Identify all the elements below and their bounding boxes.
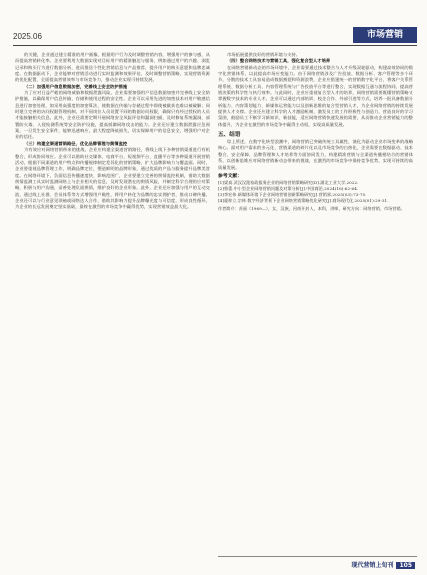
body-paragraph: 为了应对日益严峻的网络威胁和数据泄露风险，企业需要加强用户信息数据加密并完善线上安全防护措施，以确保用户信息传输、存储和使用过程的安全性。企业可以采用先进的加密技术对用户敏感信息进行加密处理，如采用高强度的加密算法，使数据在传输与存储过程中即使被截获也难以被破解；同时建立完善的访问权限管理机制，对不同岗位人员设置不同的数据访问权限，确保只有经过授权的人员才能接触相关信息。此外，企业还需要定期开展网络安全风险评估和漏洞扫描，及时修复系统漏洞，部署防火墙、入侵检测系统等安全防护设施，提高抵御网络攻击的能力。企业还应建立数据泄露应急预案，一旦发生安全事件，能够迅速响应，最大程度降低损失，切实保障用户的信息安全，增强用户对企业的信任。 [15, 91, 210, 141]
reference-item: [3]李宏伟.新媒体环境下企业网络营销创新策略研究[J].营销界,2025(03):73-75. [218, 192, 367, 198]
references-title: 参考文献： [218, 173, 243, 179]
subsection-heading: （二）加强用户信息数据加密，完善线上安全防护措施 [24, 84, 128, 90]
subsection-heading: （三）构建全渠道营销路径，优化品牌管理与舆情监控 [24, 141, 128, 147]
body-paragraph: 为有效应对网络营销带来的挑战，企业应构建全渠道营销路径，将线上线下多种营销渠道进行有机整合，形成协同效应。企业可以借助社交媒体、电商平台、短视频平台、直播平台等多种渠道开展营销活动，根据不同渠道的用户特点和传播规律制定差异化的营销策略，扩大品牌影响力与覆盖面。同时，企业要重视品牌管理工作，明确品牌定位，塑造鲜明的品牌形象，通过优质的产品与服务提升品牌美誉度。在网络环境下，负面信息传播速度快、影响范围广，企业要建立完善的舆情监控机制，借助大数据舆情监测工具实时监测网络上与企业相关的信息，及时发现潜在的舆情风险，并制定科学合理的应对策略，积极与用户沟通，妥善处理负面舆情，维护良好的企业形象。此外，企业还应加强与用户的互动交流，通过线上社群、会员体系等方式增强用户黏性，将用户转化为品牌的忠实拥护者，推动口碑传播。企业还可以与行业意见领袖或网络达人合作，借助其影响力提升品牌曝光度与可信度，形成良性循环，为企业的长远发展奠定坚实基础，最终在激烈的市场竞争中赢得优势，实现营销效益最大化。 [15, 148, 210, 211]
footer-divider [218, 556, 417, 557]
body-paragraph: 的关键，企业通过建立精准的用户画像，根据用户行为及时调整营销内容，增强用户的参与感，从而提高营销转化率。企业要利用大数据实现对目标用户的精准触达与服务，例如通过用户的兴趣、浏览记录和购买行为进行数据分析，进而推送个性化营销信息与产品推荐，提升用户的购买意愿和品牌忠诚度。在数据驱动下，企业能够对营销活动进行实时监测和效果评估，及时调整营销策略，实现营销资源的优化配置，全面提高营销效率与市场竞争力，推动企业实现可持续发展。 [15, 53, 210, 84]
right-column [218, 53, 413, 212]
body-paragraph: 综上所述，在数字化转型浪潮中，网络营销已突破传统工具属性，演化为驱动企业市场变革的战略核心。面对用户需求的多元化、营销渠道的碎片化以及市场竞争的白热化，企业需要在数据驱动、技术整合、安全保障、品牌管理和人才培养等方面协同发力，构建精准营销与全渠道传播相结合的营销体系，以创新思维应对网络营销新动态带来的挑战，在激烈的市场竞争中保持竞争优势，实现可持续的高质量发展。 [218, 140, 413, 171]
issue-date: 2025.06 [13, 32, 42, 41]
reference-item: [2]鲁蕾.中小型企业网络营销问题及对策分析[J].中国商论,2024(16):62-64. [218, 185, 359, 191]
journal-name: 现代营销上旬刊 [351, 562, 394, 569]
section-heading-conclusion: 五、结语 [218, 132, 241, 139]
reference-item: [1]梁真.武汉汉派家政服务企业的网络营销策略研究[D].湖北工业大学,2022. [218, 179, 359, 185]
body-paragraph: 市场拓展提供良好的营销环境与支持。 [227, 53, 301, 58]
body-paragraph: 在网络营销新动态的市场环境中，企业需要通过技术整合与人才升级双轮驱动，构建高效协同的数字化营销体系，以此提高市场应变能力。由于网络营销涉及广告投放、数据分析、客户管理等多个环节，分散的技术工具容易造成数据割裂和资源浪费，企业应搭建统一的营销数字化平台，将客户关系管理系统、数据分析工具、内容管理系统与广告投放平台等进行整合，实现数据互通与流程协同，提高营销决策的科学性与执行效率。与此同时，企业应重视复合型人才的培养，网络营销需要既懂营销策略又掌握数字技术的专业人才。企业可以通过内部培训、校企合作、外部引进等方式，培养一批具备数据分析能力、内容策划能力、新媒体运营能力以及创新思维的复合型营销人才，为企业网络营销的持续发展提供人才支撑。企业还应建立科学的人才激励机制，激发员工的工作积极性与创造力，营造良好的学习氛围，鼓励员工不断学习新知识、新技能，适应网络营销快速发展的需要，从而推动企业营销能力的整体提升，为企业在激烈的市场竞争中赢得主动权，实现高质量发展。 [218, 65, 413, 128]
left-column [15, 53, 210, 212]
page-number: 105 [396, 562, 415, 569]
header-divider [13, 45, 417, 46]
subsection-heading: （四）整合网络技术与营销工具，强化复合型人才培养 [227, 59, 331, 65]
author-bio: 作者简介：苏丽（1969—），女，汉族，河南开封人，本科，讲师，研究方向：网络营销、市场营销。 [218, 206, 405, 212]
section-badge: 市场营销 [353, 27, 417, 43]
page-footer [351, 560, 415, 569]
reference-item: [4]霍梓立,宗林.数字经济背景下企业网络营销策略优化研究[J].商场现代化,2025(01):29-31. [218, 198, 389, 204]
